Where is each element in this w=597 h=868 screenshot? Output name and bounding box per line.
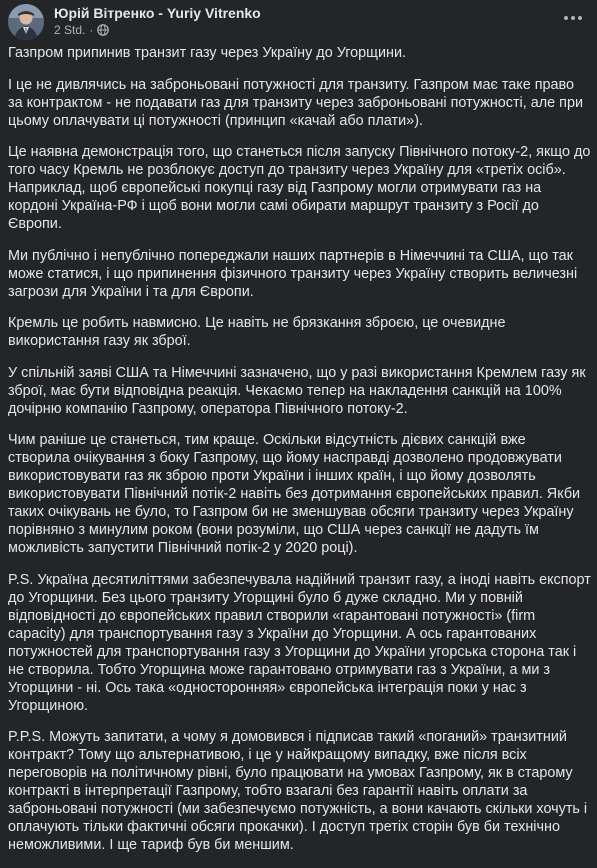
author-avatar[interactable] — [8, 4, 44, 40]
more-options-icon[interactable] — [559, 8, 587, 28]
post-body — [8, 44, 591, 868]
post-paragraph: P.S. Україна десятиліттями забезпечувала надійний транзит газу, а іноді навіть експорт до Угорщини. Без цього транзиту Угорщині було б дуже складно. Ми у повній відповідності до європейських правил створили «гарантовані потужності» (firm capacity) для транспортування газу з України до Угорщини. А ось гарантованих потужностей для транспортування газу з Угорщини до України угорська сторона так і не створила. Тобто Угорщина може гарантовано отримувати газ з України, а ми з Угорщини - ні. Ось така «односторонняя» європейська інтеграція поки у нас з Угорщиною. — [8, 571, 591, 714]
post-paragraph: Це наявна демонстрація того, що станеться після запуску Північного потоку-2, якщо до того часу Кремль не розблокує доступ до транзиту через Україну для «третіх осіб». Наприклад, щоб європейські покупці газу від Газпрому могли отримувати газ на кордоні Україна-РФ і щоб вони могли самі обирати маршрут транзиту з Росії до Європи. — [8, 144, 591, 232]
post-paragraph: P.P.S. Можуть запитати, а чому я домовився і підписав такий «поганий» транзитний контракт? Тому що альтернативою, і це у найкращому випадку, вже після всіх переговорів на політичному рівні, було працювати на умовах Газпрому, як в старому контракті в інтерпретації Газпрому, тобто взагалі без гарантії навіть оплати за заброньовані потужності (ми забезпечуємо потужність, а вони качають скільки хочуть і оплачують тільки фактичні обсяги прокачки). І доступ третіх сторін був би технічно неможливими. І ще тариф був би меншим. — [8, 729, 588, 853]
post-timestamp[interactable]: 2 Std. — [54, 23, 86, 37]
post-meta — [54, 23, 109, 37]
post-paragraph: Ми публічно і непублічно попереджали наших партнерів в Німеччині та США, що так може статися, і що припинення фізичного транзиту через Україну створить величезні загрози для України і та для Європи. — [8, 247, 578, 300]
post-paragraph: Чим раніше це станеться, тим краще. Оскільки відсутність дієвих санкцій вже створила очікування з боку Газпрому, що йому насправді дозволено продовжувати використовувати газ як зброю проти України і інших країн, і що йому дозволять використовувати Північний потік-2 навіть без дотримання європейських правил. Якби таких очікувань не було, то Газпром би не зменшував обсяги транзиту через Україну порівняно з минулим роком (вони розуміли, що США через санкції не дадуть їм можливість запустити Північний потік-2 у 2020 році). — [8, 432, 581, 556]
post-paragraph: У спільній заяві США та Німеччині зазначено, що у разі використання Кремлем газу як зброї, має бути відповідна реакція. Чекаємо тепер на накладення санкцій на 100% дочірню компанію Газпрому, оператора Північного потоку-2. — [8, 364, 586, 417]
globe-icon — [97, 24, 109, 36]
author-name[interactable]: Юрій Вітренко - Yuriy Vitrenko — [54, 5, 261, 21]
post-paragraph: Кремль це робить навмисно. Це навіть не брязкання зброєю, це очевидне використання газу як зброї. — [8, 315, 506, 349]
meta-separator: · — [89, 23, 94, 37]
post-paragraph: Газпром припинив транзит газу через Україну до Угорщини. — [8, 45, 407, 61]
post-paragraph: І це не дивлячись на заброньовані потужності для транзиту. Газпром має таке право за контрактом - не подавати газ для транзиту через заброньовані потужності, але при цьому оплачувати ці потужності (принцип «качай або плати»). — [8, 76, 583, 129]
post-header — [8, 4, 589, 40]
